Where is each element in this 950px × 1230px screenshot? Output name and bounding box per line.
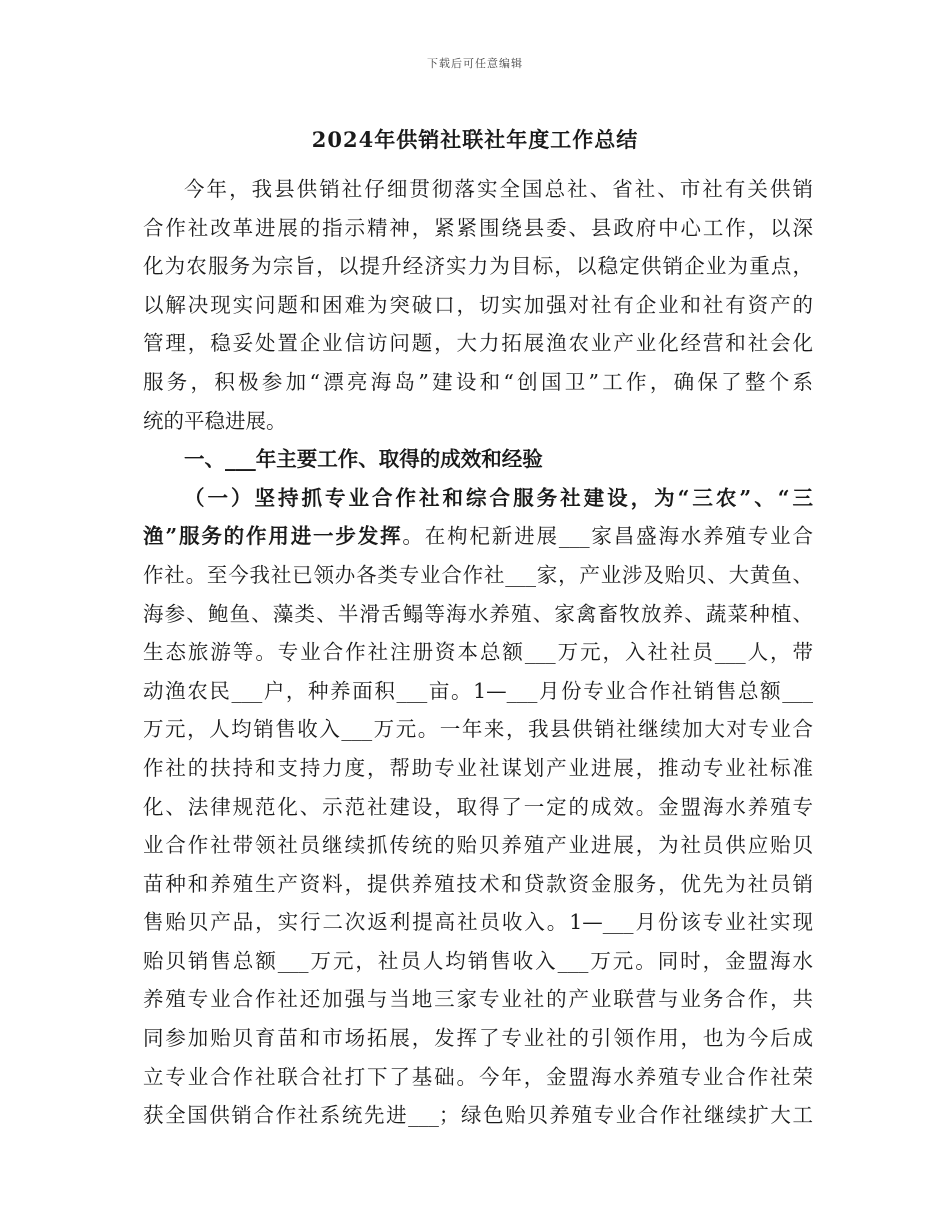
body-line: 万元，人均销售收入___万元。一年来，我县供销社继续加大对专业合 <box>143 717 813 742</box>
intro-line: 以解决现实问题和困难为突破口，切实加强对社有企业和社有资产的 <box>143 292 813 317</box>
intro-line: 化为农服务为宗旨，以提升经济实力为目标，以稳定供销企业为重点， <box>143 254 813 279</box>
intro-line: 今年，我县供销社仔细贯彻落实全国总社、省社、市社有关供销 <box>184 177 813 201</box>
subsection-heading: （一）坚持抓专业合作社和综合服务社建设，为“三农”、“三 <box>184 485 813 510</box>
intro-line: 管理，稳妥处置企业信访问题，大力拓展渔农业产业化经营和社会化 <box>143 331 813 356</box>
body-line: 作社的扶持和支持力度，帮助专业社谋划产业进展，推动专业社标准 <box>143 755 813 780</box>
body-line: 售贻贝产品，实行二次返利提高社员收入。1—___月份该专业社实现 <box>143 910 813 935</box>
body-text: 。在枸杞新进展___家昌盛海水养殖专业合 <box>402 524 814 549</box>
body-line: 作社。至今我社已领办各类专业合作社___家，产业涉及贻贝、大黄鱼、 <box>143 562 813 587</box>
body-line: 动渔农民___户，种养面积___亩。1—___月份专业合作社销售总额___ <box>143 678 813 703</box>
body-line: 海参、鲍鱼、藻类、半滑舌鳎等海水养殖、家禽畜牧放养、蔬菜种植、 <box>143 601 813 626</box>
intro-line: 服务，积极参加“漂亮海岛”建设和“创国卫”工作，确保了整个系 <box>143 369 813 394</box>
body-line: 苗种和养殖生产资料，提供养殖技术和贷款资金服务，优先为社员销 <box>143 871 813 896</box>
section-heading: 一、___年主要工作、取得的成效和经验 <box>184 447 543 472</box>
body-line: 化、法律规范化、示范社建设，取得了一定的成效。金盟海水养殖专 <box>143 794 813 819</box>
body-line: 业合作社带领社员继续抓传统的贻贝养殖产业进展，为社员供应贻贝 <box>143 833 813 858</box>
subsection-heading-continued <box>143 517 813 556</box>
subsection-heading-tail: 渔”服务的作用进一步发挥 <box>143 524 403 549</box>
body-line: 立专业合作社联合社打下了基础。今年，金盟海水养殖专业合作社荣 <box>143 1064 813 1089</box>
body-line: 养殖专业合作社还加强与当地三家专业社的产业联营与业务合作，共 <box>143 987 813 1012</box>
intro-line: 统的平稳进展。 <box>143 408 287 433</box>
intro-line: 合作社改革进展的指示精神，紧紧围绕县委、县政府中心工作，以深 <box>143 215 813 240</box>
body-line: 获全国供销合作社系统先进___；绿色贻贝养殖专业合作社继续扩大工 <box>143 1103 813 1128</box>
body-line: 同参加贻贝育苗和市场拓展，发挥了专业社的引领作用，也为今后成 <box>143 1026 813 1051</box>
body-line: 贻贝销售总额___万元，社员人均销售收入___万元。同时，金盟海水 <box>143 948 813 973</box>
document-title: 2024年供销社联社年度工作总结 <box>311 127 639 152</box>
body-line: 生态旅游等。专业合作社注册资本总额___万元，入社社员___人，带 <box>143 640 813 665</box>
header-note: 下载后可任意编辑 <box>427 57 523 70</box>
document-body <box>143 170 813 1135</box>
